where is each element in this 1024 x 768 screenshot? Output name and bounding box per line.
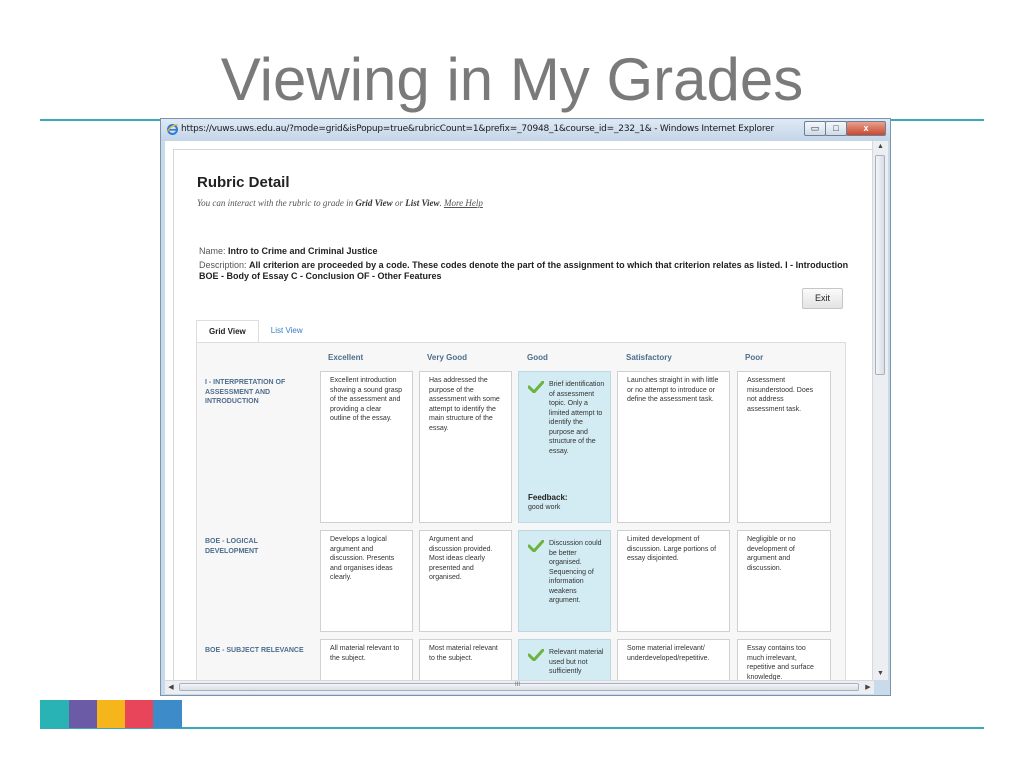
intro-grid-view: Grid View: [355, 198, 393, 208]
rubric-cell[interactable]: Most material relevant to the subject.: [419, 639, 512, 680]
criterion-interpretation: I - INTERPRETATION OF ASSESSMENT AND INTRODUCTION: [205, 379, 286, 405]
intro-dot: .: [439, 198, 444, 208]
color-block-blue: [153, 700, 182, 728]
check-icon: [528, 540, 544, 552]
color-block-yellow: [97, 700, 125, 728]
rubric-cell[interactable]: Develops a logical argument and discussion. Presents and organises ideas clearly.: [320, 530, 413, 632]
rubric-cell[interactable]: Launches straight in with little or no attempt to introduce or define the assessment task.: [617, 371, 730, 523]
rubric-cell[interactable]: Excellent introduction showing a sound grasp of the assessment and providing a clear outline of the essay.: [320, 371, 413, 523]
scroll-up-arrow-icon[interactable]: ▲: [877, 143, 884, 150]
vertical-scrollbar[interactable]: [872, 141, 888, 680]
more-help-link[interactable]: More Help: [443, 198, 483, 208]
scroll-left-arrow-icon[interactable]: ◀: [168, 684, 174, 691]
column-header-poor: Poor: [745, 353, 764, 362]
rubric-grid: [196, 342, 846, 680]
description-value: All criterion are proceeded by a code. These codes denote the part of the assignment to which that criterion relates as listed. I - Introduction BOE - Body of Essay C - Conclusion OF - Other Features: [199, 260, 849, 281]
rubric-cell[interactable]: Some material irrelevant/ underdeveloped/repetitive.: [617, 639, 730, 680]
column-header-very-good: Very Good: [427, 353, 468, 362]
maximize-button[interactable]: □: [825, 121, 847, 136]
view-tabs: [196, 320, 315, 342]
color-bar: [40, 700, 182, 728]
ie-icon: [166, 123, 179, 136]
scroll-right-arrow-icon[interactable]: ▶: [865, 684, 871, 691]
intro-text: You can interact with the rubric to grade in: [197, 198, 356, 208]
scroll-grip: III: [515, 682, 521, 688]
browser-window: [160, 118, 891, 696]
browser-titlebar: [161, 119, 890, 141]
column-header-satisfactory: Satisfactory: [626, 353, 672, 362]
feedback-label: Feedback:: [528, 493, 568, 502]
name-label: Name:: [199, 246, 226, 256]
page-content: [165, 141, 874, 680]
vertical-scroll-thumb[interactable]: [875, 155, 885, 375]
criterion-logical-development: BOE - LOGICAL DEVELOPMENT: [205, 538, 259, 555]
rubric-cell-selected[interactable]: [518, 639, 611, 680]
rubric-cell[interactable]: All material relevant to the subject.: [320, 639, 413, 680]
column-header-good: Good: [527, 353, 548, 362]
rubric-cell-selected[interactable]: [518, 530, 611, 632]
criterion-subject-relevance: BOE - SUBJECT RELEVANCE: [205, 647, 304, 654]
color-block-purple: [69, 700, 97, 728]
selected-description: Brief identification of assessment topic. Only a limited attempt to identify the purpose and structure of the essay.: [549, 381, 605, 455]
color-block-red: [125, 700, 153, 728]
name-value: Intro to Crime and Criminal Justice: [228, 246, 378, 256]
feedback: [528, 493, 568, 512]
selected-description: Relevant material used but not sufficiently: [549, 649, 604, 675]
rubric-cell[interactable]: Negligible or no development of argument and discussion.: [737, 530, 831, 632]
window-controls: [805, 121, 886, 136]
color-block-teal: [40, 700, 69, 728]
rubric-name-row: [199, 246, 859, 257]
rubric-heading: Rubric Detail: [197, 174, 290, 191]
rubric-description-row: [199, 260, 859, 282]
minimize-button[interactable]: ▭: [804, 121, 826, 136]
rubric-cell[interactable]: Essay contains too much irrelevant, repetitive and surface knowledge.: [737, 639, 831, 680]
rubric-cell[interactable]: Argument and discussion provided. Most ideas clearly presented and organised.: [419, 530, 512, 632]
column-header-excellent: Excellent: [328, 353, 364, 362]
check-icon: [528, 649, 544, 661]
intro-list-view: List View: [405, 198, 440, 208]
scroll-down-arrow-icon[interactable]: ▼: [877, 670, 884, 677]
tab-list-view[interactable]: List View: [270, 326, 303, 335]
check-icon: [528, 381, 544, 393]
intro-or: or: [392, 198, 406, 208]
rubric-cell[interactable]: Has addressed the purpose of the assessment with some attempt to identify the main structure of the essay.: [419, 371, 512, 523]
close-button[interactable]: x: [846, 121, 886, 136]
rubric-meta: [199, 246, 859, 282]
description-label: Description:: [199, 260, 247, 270]
horizontal-scrollbar[interactable]: [165, 680, 874, 694]
rubric-cell[interactable]: Assessment misunderstood. Does not address assessment task.: [737, 371, 831, 523]
exit-button[interactable]: Exit: [802, 288, 843, 309]
rubric-intro: [197, 198, 483, 208]
browser-title: https://vuws.uws.edu.au/?mode=grid&isPopup=true&rubricCount=1&prefix=_70948_1&course_id=_232_1& - Windows Internet Explorer: [181, 124, 775, 134]
rubric-panel: [173, 149, 874, 680]
rubric-cell-selected[interactable]: [518, 371, 611, 523]
feedback-text: good work: [528, 503, 561, 511]
rubric-cell[interactable]: Limited development of discussion. Large portions of essay disjointed.: [617, 530, 730, 632]
slide-title: Viewing in My Grades: [220, 46, 804, 113]
selected-description: Discussion could be better organised. Sequencing of information weakens argument.: [549, 540, 602, 604]
tab-grid-view[interactable]: Grid View: [196, 320, 259, 344]
